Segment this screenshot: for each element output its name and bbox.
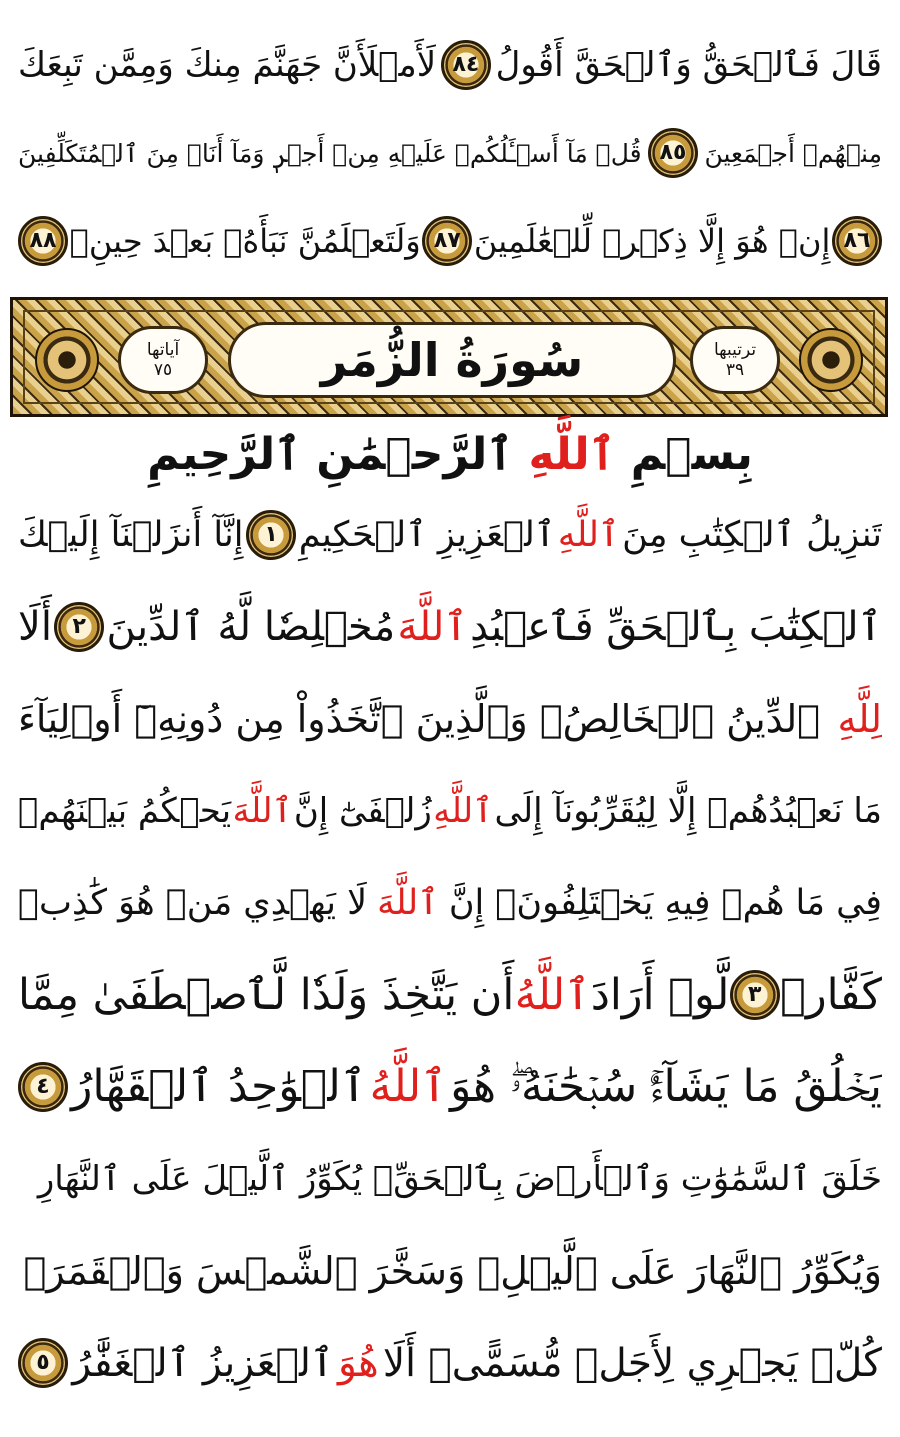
verse-text: مِنۡهُمۡ أَجۡمَعِينَ <box>704 138 882 168</box>
divine-name-word: ٱللَّهَ <box>397 604 468 650</box>
verse-text: قَالَ فَٱلۡحَقُّ وَٱلۡحَقَّ أَقُولُ <box>495 45 882 85</box>
verse-text: تَنزِيلُ ٱلۡكِتَٰبِ مِنَ <box>622 514 882 555</box>
surah-title: سُورَةُ الزُّمَر <box>320 333 584 387</box>
surah-header-banner <box>10 297 888 417</box>
divine-name-word: ٱللَّهَ <box>377 882 439 923</box>
verse-text: ٱلۡعَزِيزُ ٱلۡغَفَّٰرُ <box>72 1340 334 1386</box>
ayah-number-marker: ٨٦ <box>832 216 882 266</box>
verse-text: لَا يَهۡدِي مَنۡ هُوَ كَٰذِبٞ <box>18 882 368 923</box>
verse-text: إِنَّآ أَنزَلۡنَآ إِلَيۡكَ <box>18 514 244 555</box>
ayah-number-marker: ٨٥ <box>648 128 698 178</box>
verse-text: أَلَا <box>18 604 52 650</box>
verse-text: أَن يَتَّخِذَ وَلَدٗا لَّٱصۡطَفَىٰ مِمَّا <box>18 969 515 1020</box>
body-line <box>18 1136 882 1222</box>
top-line <box>18 198 882 284</box>
verse-text: يَحۡكُمُ بَيۡنَهُمۡ <box>18 791 232 831</box>
verse-text: وَلَتَعۡلَمُنَّ نَبَأَهُۥ بَعۡدَ حِينِۭ <box>69 222 421 260</box>
top-line <box>18 110 882 196</box>
verse-text: ٱلۡوَٰحِدُ ٱلۡقَهَّارُ <box>71 1061 367 1112</box>
surah-title-cartouche <box>228 322 676 398</box>
divine-name-word: هُوَ <box>337 1340 379 1386</box>
body-line <box>18 584 882 670</box>
ayah-number-marker: ٨٤ <box>441 40 491 90</box>
verse-text: زُلۡفَىٰٓ إِنَّ <box>293 791 432 831</box>
body-line <box>18 768 882 854</box>
rosette-right-ornament <box>799 328 863 392</box>
ayah-number-marker: ٤ <box>18 1062 68 1112</box>
divine-name-word: ٱللَّهُ <box>369 1061 447 1112</box>
surah-ayat-medallion <box>118 326 208 394</box>
verse-text: ٱلدِّينُ ٱلۡخَالِصُۚ وَٱلَّذِينَ ٱتَّخَذُواْ مِن دُونِهِۦٓ أَوۡلِيَآءَ <box>18 697 820 741</box>
verse-text: كَفَّارٞ <box>780 969 882 1020</box>
surah-ayat-label: آياتها <box>146 339 180 360</box>
divine-name-word: ٱللَّهُ <box>514 969 591 1020</box>
surah-order-label: ترتيبها <box>713 339 757 360</box>
ayah-number-marker: ١ <box>246 510 296 560</box>
body-line <box>18 676 882 762</box>
ayah-number-marker: ٢ <box>54 602 104 652</box>
body-line <box>18 1044 882 1130</box>
basmala-suffix: ٱلرَّحۡمَٰنِ ٱلرَّحِيمِ <box>147 429 514 480</box>
ayah-number-marker: ٥ <box>18 1338 68 1388</box>
verse-text: لَأَمۡلَأَنَّ جَهَنَّمَ مِنكَ وَمِمَّن تَبِعَكَ <box>18 45 437 85</box>
body-line <box>18 492 882 578</box>
divine-name-word: لِلَّهِ <box>837 697 882 741</box>
surah-ayat-value: ٧٥ <box>153 360 173 380</box>
top-line <box>18 22 882 108</box>
verse-text: مَا نَعۡبُدُهُمۡ إِلَّا لِيُقَرِّبُونَآ إِلَى <box>494 791 882 831</box>
ayah-number-marker: ٣ <box>730 970 780 1020</box>
body-line <box>18 1228 882 1314</box>
body-line <box>18 952 882 1038</box>
rosette-left-ornament <box>35 328 99 392</box>
verse-text: يَخۡلُقُ مَا يَشَآءُۚ سُبۡحَٰنَهُۥۖ هُوَ <box>450 1061 882 1112</box>
basmala <box>0 420 900 490</box>
verse-text: فِي مَا هُمۡ فِيهِ يَخۡتَلِفُونَۗ إِنَّ <box>448 882 882 923</box>
divine-name-word: ٱللَّهِ <box>433 791 493 831</box>
verse-text: لَّوۡ أَرَادَ <box>590 969 730 1020</box>
verse-text: مُخۡلِصٗا لَّهُ ٱلدِّينَ <box>106 604 396 650</box>
surah-order-value: ٣٩ <box>725 360 745 380</box>
divine-name-word: ٱللَّهِ <box>557 514 620 555</box>
divine-name-word: ٱللَّهَ <box>232 791 293 831</box>
verse-text: قُلۡ مَآ أَسۡـَٔلُكُمۡ عَلَيۡهِ مِنۡ أَجۡرٖ وَمَآ أَنَا۠ مِنَ ٱلۡمُتَكَلِّفِينَ <box>18 138 642 168</box>
surah-order-medallion <box>690 326 780 394</box>
basmala-allah: ٱللَّهِ <box>528 429 616 480</box>
verse-text: وَيُكَوِّرُ ٱلنَّهَارَ عَلَى ٱلَّيۡلِۖ وَسَخَّرَ ٱلشَّمۡسَ وَٱلۡقَمَرَۖ <box>23 1249 882 1293</box>
body-line <box>18 1320 882 1406</box>
ayah-number-marker: ٨٧ <box>422 216 472 266</box>
basmala-prefix: بِسۡمِ <box>630 429 753 480</box>
verse-text: إِنۡ هُوَ إِلَّا ذِكۡرٞ لِّلۡعَٰلَمِينَ <box>473 222 831 260</box>
ayah-number-marker: ٨٨ <box>18 216 68 266</box>
verse-text: ٱلۡعَزِيزِ ٱلۡحَكِيمِ <box>298 514 556 555</box>
verse-text: خَلَقَ ٱلسَّمَٰوَٰتِ وَٱلۡأَرۡضَ بِٱلۡحَقِّۖ يُكَوِّرُ ٱلَّيۡلَ عَلَى ٱلنَّهَارِ <box>37 1159 882 1199</box>
verse-text: كُلّٞ يَجۡرِي لِأَجَلٖ مُّسَمًّىۗ أَلَا <box>382 1340 882 1386</box>
verse-text: ٱلۡكِتَٰبَ بِٱلۡحَقِّ فَٱعۡبُدِ <box>470 604 882 650</box>
body-line <box>18 860 882 946</box>
